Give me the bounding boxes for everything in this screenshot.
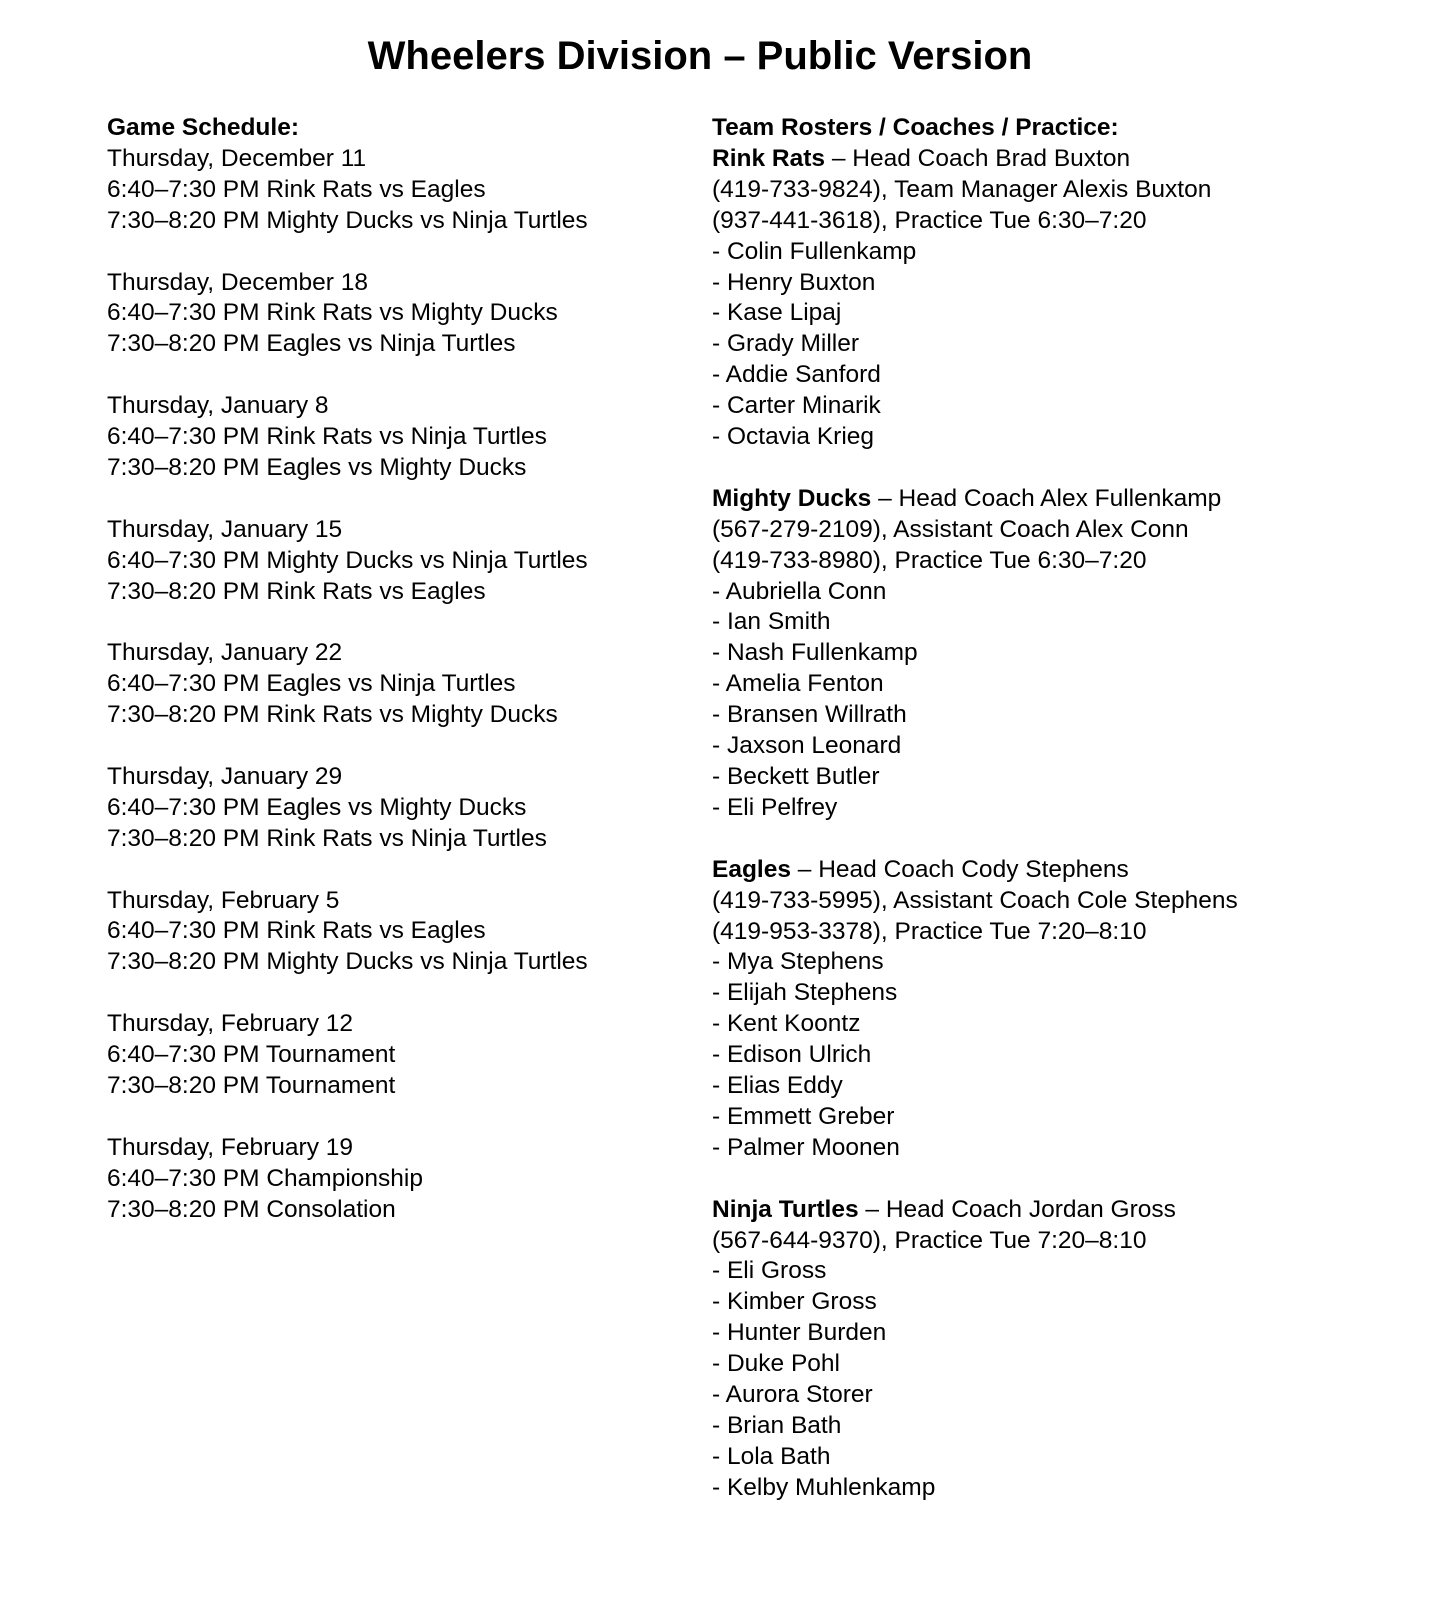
schedule-day [107,144,687,237]
coach-info: – Head Coach Jordan Gross [858,1195,1176,1223]
team-name: Eagles [712,855,791,883]
schedule-game: 7:30–8:20 PM Consolation [107,1195,396,1223]
schedule-date: Thursday, February 5 [107,886,340,914]
schedule-date: Thursday, February 19 [107,1133,354,1161]
schedule-game: 7:30–8:20 PM Rink Rats vs Mighty Ducks [107,701,558,729]
schedule-game: 6:40–7:30 PM Rink Rats vs Eagles [107,917,486,945]
schedule-game: 6:40–7:30 PM Mighty Ducks vs Ninja Turtles [107,546,588,574]
schedule-game: 6:40–7:30 PM Tournament [107,1041,396,1069]
team-rosters-section [712,113,1332,1535]
player-item: - Emmett Greber [712,1102,895,1130]
page-title: Wheelers Division – Public Version [367,34,1033,78]
player-item: - Elias Eddy [712,1072,843,1100]
team-block-eagles [712,855,1332,1164]
player-item: - Henry Buxton [712,268,876,296]
game-schedule-section [107,113,687,1256]
practice-info: (419-953-3378), Practice Tue 7:20–8:10 [712,917,1147,945]
schedule-date: Thursday, January 29 [107,762,343,790]
player-item: - Carter Minarik [712,392,881,420]
player-item: - Addie Sanford [712,361,881,389]
team-header [712,144,1332,175]
player-item: - Kelby Muhlenkamp [712,1473,936,1501]
player-item: - Octavia Krieg [712,423,875,451]
player-item: - Lola Bath [712,1442,831,1470]
schedule-game: 7:30–8:20 PM Tournament [107,1071,396,1099]
player-item: - Aurora Storer [712,1381,873,1409]
player-item: - Nash Fullenkamp [712,639,918,667]
team-header [712,484,1332,515]
schedule-day [107,762,687,855]
player-item: - Amelia Fenton [712,670,884,698]
team-name: Ninja Turtles [712,1195,859,1223]
player-item: - Ian Smith [712,608,831,636]
player-item: - Mya Stephens [712,948,884,976]
player-item: - Eli Pelfrey [712,793,838,821]
player-item: - Edison Ulrich [712,1041,872,1069]
schedule-day [107,391,687,484]
player-item: - Kimber Gross [712,1288,877,1316]
schedule-game: 6:40–7:30 PM Rink Rats vs Mighty Ducks [107,299,558,327]
schedule-game: 6:40–7:30 PM Rink Rats vs Ninja Turtles [107,423,547,451]
schedule-date: Thursday, February 12 [107,1010,354,1038]
schedule-game: 7:30–8:20 PM Mighty Ducks vs Ninja Turtles [107,206,588,234]
schedule-date: Thursday, January 22 [107,639,343,667]
schedule-date: Thursday, January 8 [107,392,329,420]
player-item: - Aubriella Conn [712,577,887,605]
player-item: - Brian Bath [712,1412,842,1440]
player-item: - Palmer Moonen [712,1133,900,1161]
player-item: - Jaxson Leonard [712,732,902,760]
coach-info: (567-279-2109), Assistant Coach Alex Conn [712,515,1189,543]
schedule-game: 6:40–7:30 PM Rink Rats vs Eagles [107,175,486,203]
coach-info: – Head Coach Cody Stephens [791,855,1129,883]
player-item: - Elijah Stephens [712,979,898,1007]
team-header [712,1195,1332,1226]
schedule-heading: Game Schedule: [107,114,299,141]
coach-info: – Head Coach Brad Buxton [825,144,1131,172]
player-item: - Eli Gross [712,1257,827,1285]
schedule-day [107,638,687,731]
team-header [712,855,1332,886]
practice-info: (567-644-9370), Practice Tue 7:20–8:10 [712,1226,1147,1254]
schedule-game: 7:30–8:20 PM Eagles vs Mighty Ducks [107,453,527,481]
schedule-day [107,515,687,608]
schedule-day [107,1133,687,1226]
schedule-game: 7:30–8:20 PM Mighty Ducks vs Ninja Turtles [107,948,588,976]
player-item: - Hunter Burden [712,1319,887,1347]
player-item: - Beckett Butler [712,763,880,791]
player-item: - Colin Fullenkamp [712,237,917,265]
practice-info: (937-441-3618), Practice Tue 6:30–7:20 [712,206,1147,234]
player-item: - Duke Pohl [712,1350,841,1378]
coach-info: (419-733-9824), Team Manager Alexis Buxton [712,175,1212,203]
schedule-day [107,1009,687,1102]
schedule-date: Thursday, December 18 [107,268,368,296]
practice-info: (419-733-8980), Practice Tue 6:30–7:20 [712,546,1147,574]
team-block-rink-rats [712,144,1332,453]
player-item: - Grady Miller [712,330,860,358]
schedule-date: Thursday, December 11 [107,144,367,172]
schedule-game: 7:30–8:20 PM Rink Rats vs Ninja Turtles [107,824,547,852]
coach-info: – Head Coach Alex Fullenkamp [871,484,1222,512]
player-item: - Kent Koontz [712,1010,861,1038]
coach-info: (419-733-5995), Assistant Coach Cole Stephens [712,886,1238,914]
schedule-date: Thursday, January 15 [107,515,343,543]
team-block-ninja-turtles [712,1195,1332,1504]
rosters-heading: Team Rosters / Coaches / Practice: [712,114,1119,141]
schedule-game: 6:40–7:30 PM Championship [107,1164,423,1192]
schedule-game: 7:30–8:20 PM Eagles vs Ninja Turtles [107,330,516,358]
schedule-game: 6:40–7:30 PM Eagles vs Ninja Turtles [107,670,516,698]
schedule-day [107,268,687,361]
team-block-mighty-ducks [712,484,1332,824]
team-name: Mighty Ducks [712,484,872,512]
schedule-day [107,886,687,979]
team-name: Rink Rats [712,144,826,172]
player-item: - Bransen Willrath [712,701,907,729]
schedule-game: 6:40–7:30 PM Eagles vs Mighty Ducks [107,793,527,821]
schedule-game: 7:30–8:20 PM Rink Rats vs Eagles [107,577,486,605]
player-item: - Kase Lipaj [712,299,842,327]
